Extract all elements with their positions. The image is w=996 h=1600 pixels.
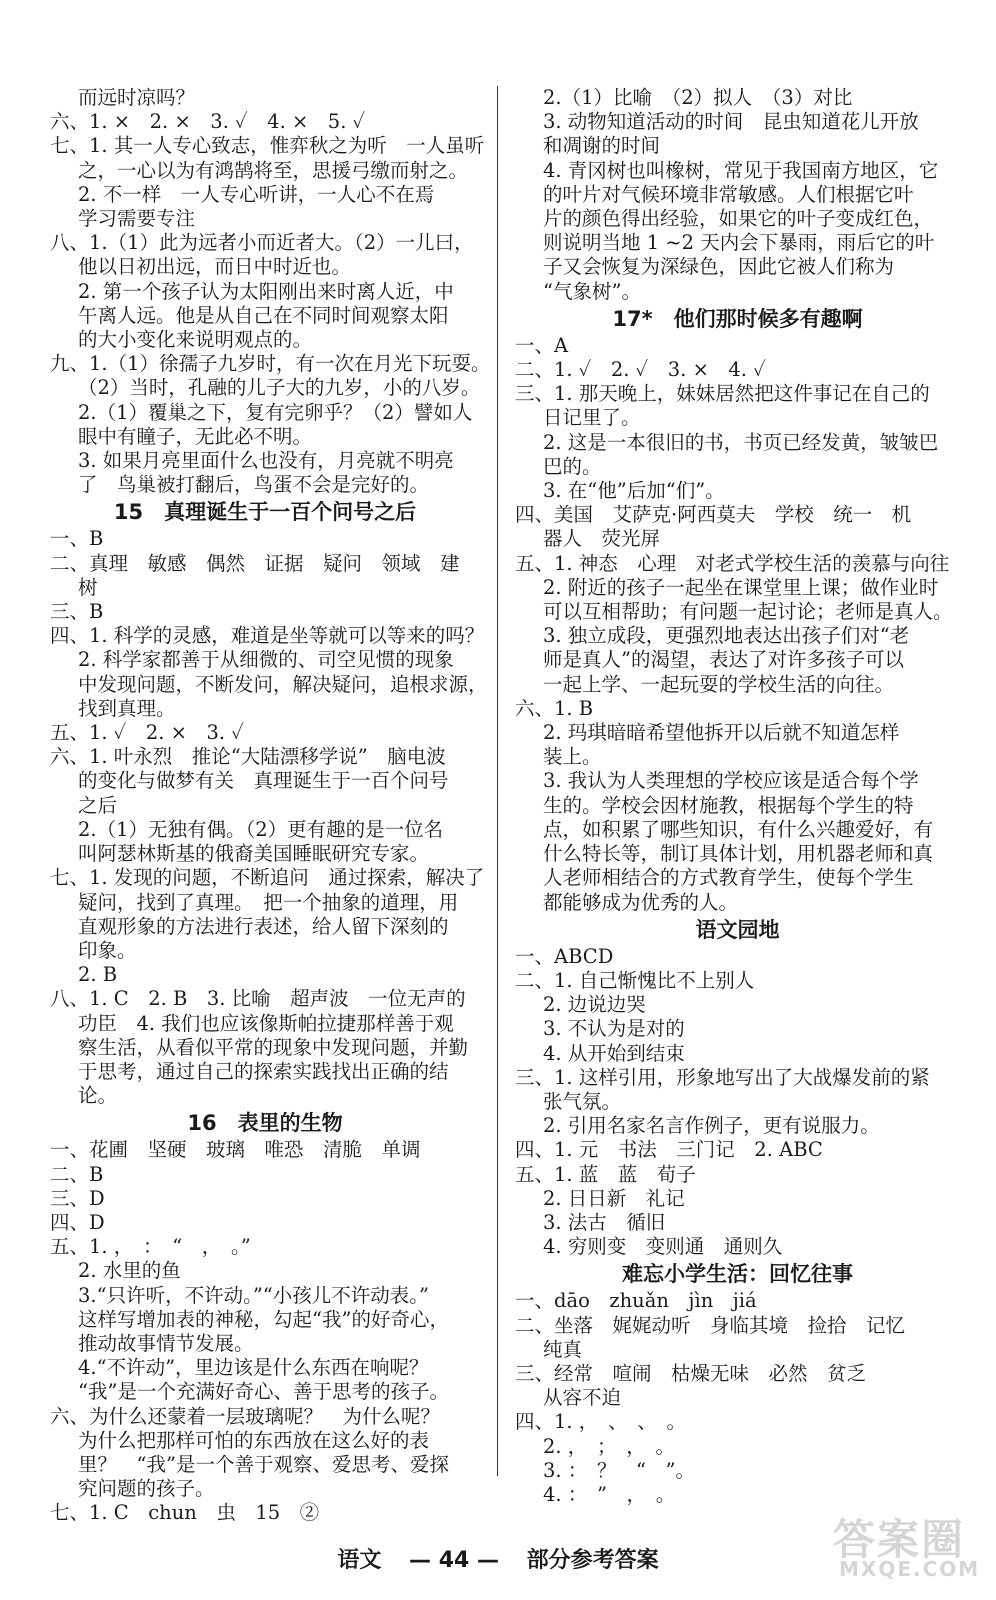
answer-line: 人老师相结合的方式教育学生，使每个学生 <box>543 866 914 890</box>
answer-line: 2. 边说边哭 <box>543 993 646 1017</box>
answer-line: 2. 日日新 礼记 <box>543 1186 685 1210</box>
answer-line: 2.（1）比喻 （2）拟人 （3）对比 <box>543 86 853 109</box>
answer-line: 张气氛。 <box>543 1089 622 1113</box>
answer-line: 功臣 4. 我们也应该像斯帕拉捷那样善于观 <box>78 1011 454 1035</box>
section-title: 语文园地 <box>695 917 780 942</box>
answer-line: 2. 不一样 一人专心听讲，一人心不在焉 <box>78 182 435 206</box>
answer-line: 一、A <box>515 333 569 357</box>
answer-line: 学习需要专注 <box>78 207 196 231</box>
answer-line: 3. 独立成段，更强烈地表达出孩子们对“老 <box>543 624 910 648</box>
answer-line: 究问题的孩子。 <box>78 1477 215 1501</box>
watermark-logo <box>833 1507 981 1582</box>
answer-line: 2. B <box>78 963 118 987</box>
answer-line: 直观形象的方法进行表述，给人留下深刻的 <box>78 914 449 938</box>
answer-line: 七、1. 其一人专心致志，惟弈秋之为听 一人虽听 <box>50 134 485 158</box>
answer-line: 疑问，找到了真理。 把一个抽象的道理，用 <box>78 890 459 914</box>
answer-line: 为什么把那样可怕的东西放在这么好的表 <box>78 1428 430 1452</box>
answer-line: 一、ABCD <box>515 944 614 968</box>
answer-line: 他以日初出远，而日中时近也。 <box>78 255 352 279</box>
answer-line: 三、1. 这样引用，形象地写出了大战爆发前的紧 <box>515 1065 930 1089</box>
answer-line: （2）当时，孔融的儿子大的九岁，小的八岁。 <box>78 376 481 400</box>
answer-line: 3. 我认为人类理想的学校应该是适合每个学 <box>543 769 919 793</box>
answer-line: 六、1. B <box>515 696 594 720</box>
left-column <box>50 86 491 1526</box>
answer-line: 2. 玛琪暗暗希望他拆开以后就不知道怎样 <box>543 721 900 745</box>
answer-line: 五、1. 蓝 蓝 荀子 <box>515 1162 696 1186</box>
section-title: 17* 他们那时候多有趣啊 <box>612 306 863 331</box>
answer-line: 子又会恢复为深绿色，因此它被人们称为 <box>543 255 895 279</box>
answer-line: 4. 穷则变 变则通 通则久 <box>543 1235 783 1259</box>
answer-line: 而远时凉吗？ <box>78 86 196 109</box>
answer-line: 的大小变化来说明观点的。 <box>78 328 313 352</box>
answer-line: 纯真 <box>543 1337 583 1361</box>
answer-line: 点，如积累了哪些知识，有什么兴趣爱好，有 <box>543 817 934 841</box>
answer-line: 都能够成为优秀的人。 <box>543 890 739 914</box>
answer-line: 叫阿瑟林斯基的俄裔美国睡眠研究专家。 <box>78 842 430 866</box>
answer-line: 七、1. 发现的问题，不断追问 通过探索，解决了 <box>50 866 485 890</box>
watermark-mark: 答案圈 <box>833 1515 966 1564</box>
answer-line: 3. 动物知道活动的时间 昆虫知道花儿开放 <box>543 110 919 134</box>
answer-line: 2.（1）覆巢之下，复有完卵乎？（2）譬如人 <box>78 400 473 424</box>
answer-line: 五、1. ✓ 2. × 3. ✓ <box>50 721 244 745</box>
answer-line: 四、1. 元 书法 三门记 2. ABC <box>515 1138 823 1162</box>
footer-page-number: — 44 — <box>409 1548 499 1573</box>
answer-line: 的叶片对气候环境非常敏感。人们根据它叶 <box>543 182 914 206</box>
answer-line: 和凋谢的时间 <box>543 134 661 158</box>
answer-line: 八、1. C 2. B 3. 比喻 超声波 一位无声的 <box>50 987 466 1011</box>
answer-line: 中发现问题，不断发问，解决疑问，追根求源， <box>78 672 488 696</box>
answer-line: 论。 <box>78 1084 118 1108</box>
section-title: 难忘小学生活：回忆往事 <box>622 1262 853 1287</box>
answer-line: 2. ， ； ， 。 <box>543 1434 676 1458</box>
answer-line: 八、1.（1）此为远者小而近者大。（2）一儿曰， <box>50 231 474 255</box>
answer-line: 七、1. C chun 虫 15 ② <box>50 1501 320 1525</box>
answer-line: 之，一心以为有鸿鹄将至，思援弓缴而射之。 <box>78 158 469 182</box>
answer-line: 日记里了。 <box>543 406 641 430</box>
answer-line: 四、1. 科学的灵感，难道是坐等就可以等来的吗？ <box>50 624 485 648</box>
answer-line: 三、D <box>50 1186 105 1210</box>
answer-line: 巴的。 <box>543 454 602 478</box>
answer-line: 4. 从开始到结束 <box>543 1041 685 1065</box>
answer-line: 的变化与做梦有关 真理诞生于一百个问号 <box>78 769 449 793</box>
answer-line: 之后 <box>78 793 118 817</box>
answer-line: 3. ： ？ “ ”。 <box>543 1458 695 1482</box>
answer-line: 2. 这是一本很旧的书，书页已经发黄，皱皱巴 <box>543 430 939 454</box>
answer-line: 四、D <box>50 1210 105 1234</box>
answer-line: 这样写增加表的神秘，勾起“我”的好奇心， <box>78 1307 449 1331</box>
answer-line: 生的。学校会因材施教，根据每个学生的特 <box>543 793 914 817</box>
answer-line: 六、为什么还蒙着一层玻璃呢？ 为什么呢？ <box>50 1404 441 1428</box>
answer-line: 于思考，通过自己的探索实践找出正确的结 <box>78 1059 449 1083</box>
answer-line: 3.“只许听，不许动。”“小孩儿不许动表。” <box>78 1283 429 1307</box>
answer-line: 二、真理 敏感 偶然 证据 疑问 领域 建 <box>50 551 460 575</box>
answer-line: 3. 法古 循旧 <box>543 1210 666 1234</box>
answer-line: 二、1. 自己惭愧比不上别人 <box>515 968 755 992</box>
footer-section: 部分参考答案 <box>526 1548 659 1573</box>
answer-line: 树 <box>78 575 98 599</box>
answer-line: 2. 科学家都善于从细微的、司空见惯的现象 <box>78 648 454 672</box>
answer-line: 则说明当地 1 ~2 天内会下暴雨，雨后它的叶 <box>543 231 935 255</box>
answer-line: 九、1.（1）徐孺子九岁时，有一次在月光下玩耍。 <box>50 352 491 376</box>
answer-line: 3. 如果月亮里面什么也没有，月亮就不明亮 <box>78 449 454 473</box>
answer-line: 三、经常 喧闹 枯燥无味 必然 贫乏 <box>515 1361 867 1385</box>
answer-line: 三、B <box>50 600 104 624</box>
answer-line: 2. 第一个孩子认为太阳刚出来时离人近，中 <box>78 279 454 303</box>
answer-line: 一、花圃 坚硬 玻璃 唯恐 清脆 单调 <box>50 1138 421 1162</box>
answer-line: 2. 水里的鱼 <box>78 1259 181 1283</box>
answer-line: 器人 荧光屏 <box>543 527 661 551</box>
right-column <box>515 86 960 1507</box>
answer-line: 眼中有瞳子，无此必不明。 <box>78 424 313 448</box>
answer-line: 五、1. ， ： “ ， 。” <box>50 1235 251 1259</box>
answer-line: 片的颜色得出经验，如果它的叶子变成红色， <box>543 207 934 231</box>
section-title: 15 真理诞生于一百个问号之后 <box>113 500 417 525</box>
answer-line: 3. 在“他”后加“们”。 <box>543 479 725 503</box>
answer-line: 2. 引用名家名言作例子，更有说服力。 <box>543 1114 880 1138</box>
answer-line: 一、B <box>50 527 104 551</box>
answer-line: 二、坐落 娓娓动听 身临其境 捡拾 记忆 <box>515 1313 906 1337</box>
answer-line: 了 鸟巢被打翻后，鸟蛋不会是完好的。 <box>78 473 430 497</box>
answer-line: 印象。 <box>78 938 137 962</box>
answer-line: 从容不迫 <box>543 1386 622 1410</box>
answer-line: 2.（1）无独有偶。（2）更有趣的是一位名 <box>78 817 444 841</box>
answer-line: 六、1. × 2. × 3. ✓ 4. × 5. ✓ <box>50 110 366 134</box>
answer-line: 2. 附近的孩子一起坐在课堂里上课；做作业时 <box>543 575 939 599</box>
answer-line: 推动故事情节发展。 <box>78 1331 254 1355</box>
answer-line: 什么特长等，制订具体计划，用机器老师和真 <box>543 842 934 866</box>
answer-line: 3. 不认为是对的 <box>543 1017 685 1041</box>
section-title: 16 表里的生物 <box>187 1111 343 1136</box>
answer-line: 师是真人”的渴望，表达了对许多孩子可以 <box>543 648 904 672</box>
answer-line: 一起上学、一起玩耍的学校生活的向往。 <box>543 672 895 696</box>
answer-line: 装上。 <box>543 745 602 769</box>
answer-line: 找到真理。 <box>78 696 176 720</box>
answer-line: 四、美国 艾萨克·阿西莫夫 学校 统一 机 <box>515 503 912 527</box>
footer-subject: 语文 <box>337 1548 382 1573</box>
answer-line: 五、1. 神态 心理 对老式学校生活的羡慕与向往 <box>515 551 950 575</box>
answer-line: 二、B <box>50 1162 104 1186</box>
answer-line: 六、1. 叶永烈 推论“大陆漂移学说” 脑电波 <box>50 745 446 769</box>
answer-line: 里？ “我”是一个善于观察、爱思考、爱探 <box>78 1452 449 1476</box>
answer-line: “我”是一个充满好奇心、善于思考的孩子。 <box>78 1380 449 1404</box>
answer-line: 4. 青冈树也叫橡树，常见于我国南方地区，它 <box>543 158 939 182</box>
column-divider <box>497 86 498 1476</box>
answer-line: 4.“不许动”，里边该是什么东西在响呢？ <box>78 1356 429 1380</box>
watermark-url: MXQE.COM <box>839 1557 981 1581</box>
answer-line: 察生活，从看似平常的现象中发现问题，并勤 <box>78 1035 469 1059</box>
answer-line: 三、1. 那天晚上，妹妹居然把这件事记在自己的 <box>515 382 930 406</box>
answer-line: 四、1. ， 、 、 。 <box>515 1410 687 1434</box>
answer-line: 可以互相帮助；有问题一起讨论；老师是真人。 <box>543 600 953 624</box>
answer-line: 二、1. ✓ 2. ✓ 3. × 4. ✓ <box>515 358 766 382</box>
answer-line: “气象树”。 <box>543 279 641 303</box>
answer-line: 一、dāo zhuǎn jìn jiá <box>515 1289 757 1313</box>
answer-line: 4. ： ” ， 。 <box>543 1482 676 1506</box>
answer-line: 午离人远。他是从自己在不同时间观察太阳 <box>78 303 449 327</box>
